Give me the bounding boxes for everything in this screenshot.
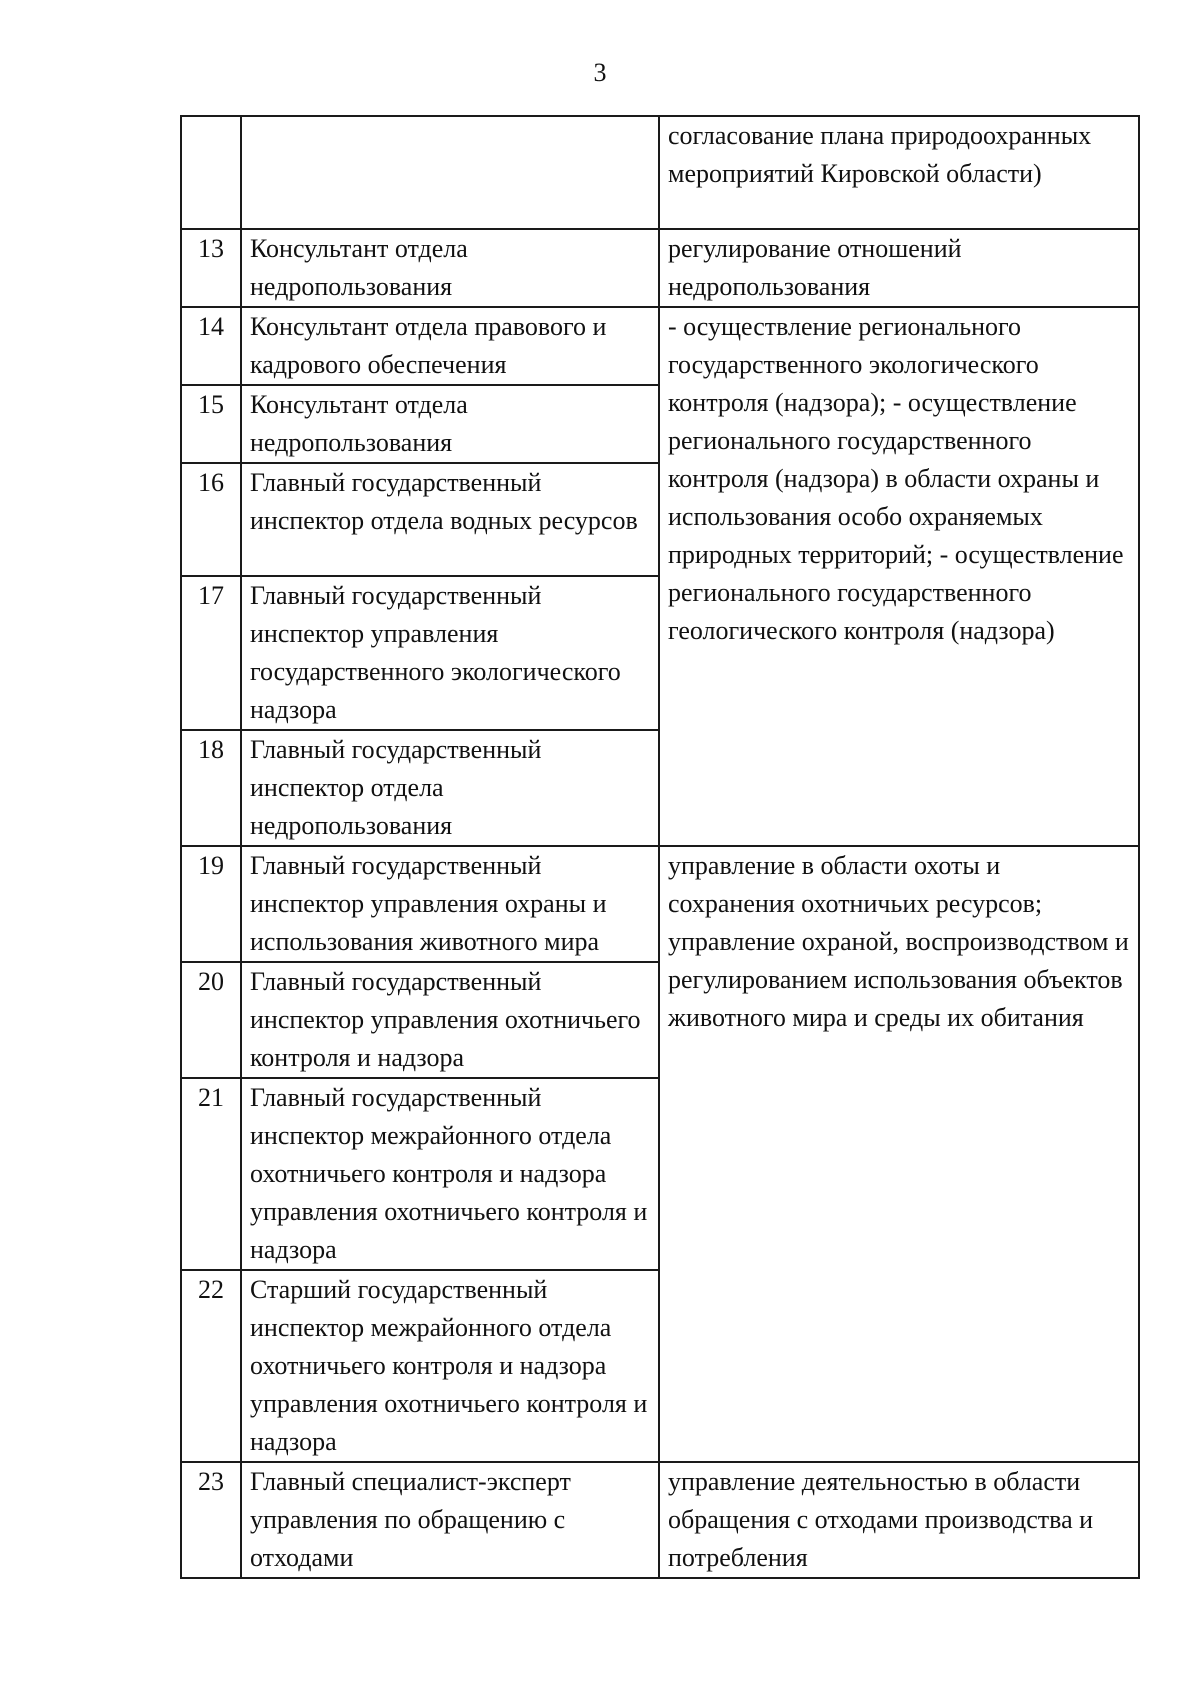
duty-cell: регулирование отношений недропользования <box>659 229 1139 307</box>
position-cell: Главный государственный инспектор управления охотничьего контроля и надзора <box>241 962 659 1078</box>
row-number: 18 <box>181 730 241 846</box>
position-cell: Главный государственный инспектор управления государственного экологического надзора <box>241 576 659 730</box>
duty-cell: управление деятельностью в области обращения с отходами производства и потребления <box>659 1462 1139 1578</box>
row-number: 14 <box>181 307 241 385</box>
position-cell: Консультант отдела недропользования <box>241 229 659 307</box>
position-cell: Главный государственный инспектор отдела водных ресурсов <box>241 463 659 576</box>
row-number: 21 <box>181 1078 241 1270</box>
table-row <box>181 229 1139 307</box>
position-cell: Старший государственный инспектор межрайонного отдела охотничьего контроля и надзора управления охотничьего контроля и надзора <box>241 1270 659 1462</box>
position-cell <box>241 116 659 229</box>
row-number <box>181 116 241 229</box>
row-number: 15 <box>181 385 241 463</box>
position-cell: Консультант отдела недропользования <box>241 385 659 463</box>
row-number: 17 <box>181 576 241 730</box>
page-number: 3 <box>593 58 607 87</box>
row-number: 19 <box>181 846 241 962</box>
duty-cell: согласование плана природоохранных мероприятий Кировской области) <box>659 116 1139 229</box>
table-row <box>181 1462 1139 1578</box>
row-number: 20 <box>181 962 241 1078</box>
table-row <box>181 116 1139 229</box>
position-cell: Главный специалист-эксперт управления по обращению с отходами <box>241 1462 659 1578</box>
row-number: 22 <box>181 1270 241 1462</box>
row-number: 13 <box>181 229 241 307</box>
row-number: 23 <box>181 1462 241 1578</box>
row-number: 16 <box>181 463 241 576</box>
position-cell: Главный государственный инспектор межрайонного отдела охотничьего контроля и надзора управления охотничьего контроля и надзора <box>241 1078 659 1270</box>
positions-table <box>180 115 1140 1579</box>
duty-cell-merged: управление в области охоты и сохранения охотничьих ресурсов; управление охраной, воспроизводством и регулированием использования объектов животного мира и среды их обитания <box>659 846 1139 1462</box>
table-row <box>181 307 1139 385</box>
duty-cell-merged: - осуществление регионального государственного экологического контроля (надзора); - осуществление регионального государственного контроля (надзора) в области охраны и использования особо охраняемых природных территорий; - осуществление регионального государственного геологического контроля (надзора) <box>659 307 1139 846</box>
position-cell: Главный государственный инспектор отдела недропользования <box>241 730 659 846</box>
position-cell: Консультант отдела правового и кадрового обеспечения <box>241 307 659 385</box>
table-row <box>181 846 1139 962</box>
position-cell: Главный государственный инспектор управления охраны и использования животного мира <box>241 846 659 962</box>
